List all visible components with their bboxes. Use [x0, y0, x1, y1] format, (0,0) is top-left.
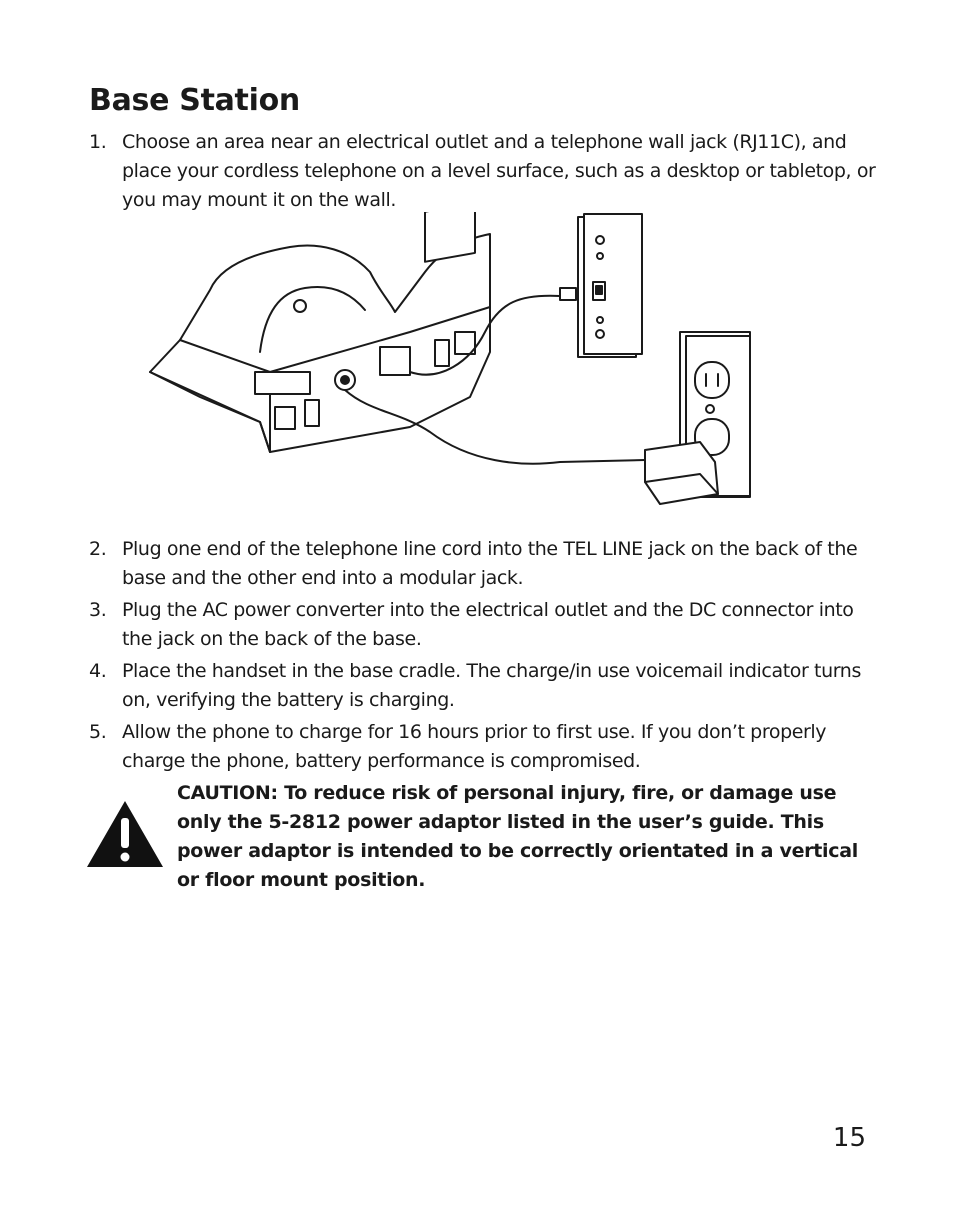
step-text: Allow the phone to charge for 16 hours prior to first use. If you don’t properly charge the phone, battery performance is compromised.: [122, 721, 827, 772]
base-station-illustration: [140, 212, 760, 512]
step-number: 4.: [89, 660, 107, 682]
step-number: 2.: [89, 538, 107, 560]
step-text: Choose an area near an electrical outlet and a telephone wall jack (RJ11C), and place your cordless telephone on a level surface, such as a desktop or tabletop, or you may mount it on the wall.: [122, 131, 876, 211]
step-number: 5.: [89, 721, 107, 743]
step-2: [89, 535, 879, 593]
caution-text: CAUTION: To reduce risk of personal injury, fire, or damage use only the 5-2812 power adaptor listed in the user’s guide. This power adaptor is intended to be correctly orientated in a vertical or floor mount position.: [177, 782, 858, 891]
step-4: [89, 657, 879, 715]
step-1: [89, 128, 879, 215]
step-text: Plug one end of the telephone line cord into the TEL LINE jack on the back of the base and the other end into a modular jack.: [122, 538, 858, 589]
telephone-wall-jack: [578, 214, 642, 357]
step-text: Place the handset in the base cradle. The charge/in use voicemail indicator turns on, verifying the battery is charging.: [122, 660, 861, 711]
step-number: 3.: [89, 599, 107, 621]
page-number: 15: [832, 1123, 866, 1153]
step-number: 1.: [89, 131, 107, 153]
step-3: [89, 596, 879, 654]
page-title: Base Station: [89, 83, 300, 118]
base-unit: [150, 212, 490, 452]
power-adaptor: [645, 442, 718, 504]
step-text: Plug the AC power converter into the electrical outlet and the DC connector into the jack on the back of the base.: [122, 599, 854, 650]
warning-triangle-icon: [86, 800, 164, 868]
step-5: [89, 718, 879, 776]
